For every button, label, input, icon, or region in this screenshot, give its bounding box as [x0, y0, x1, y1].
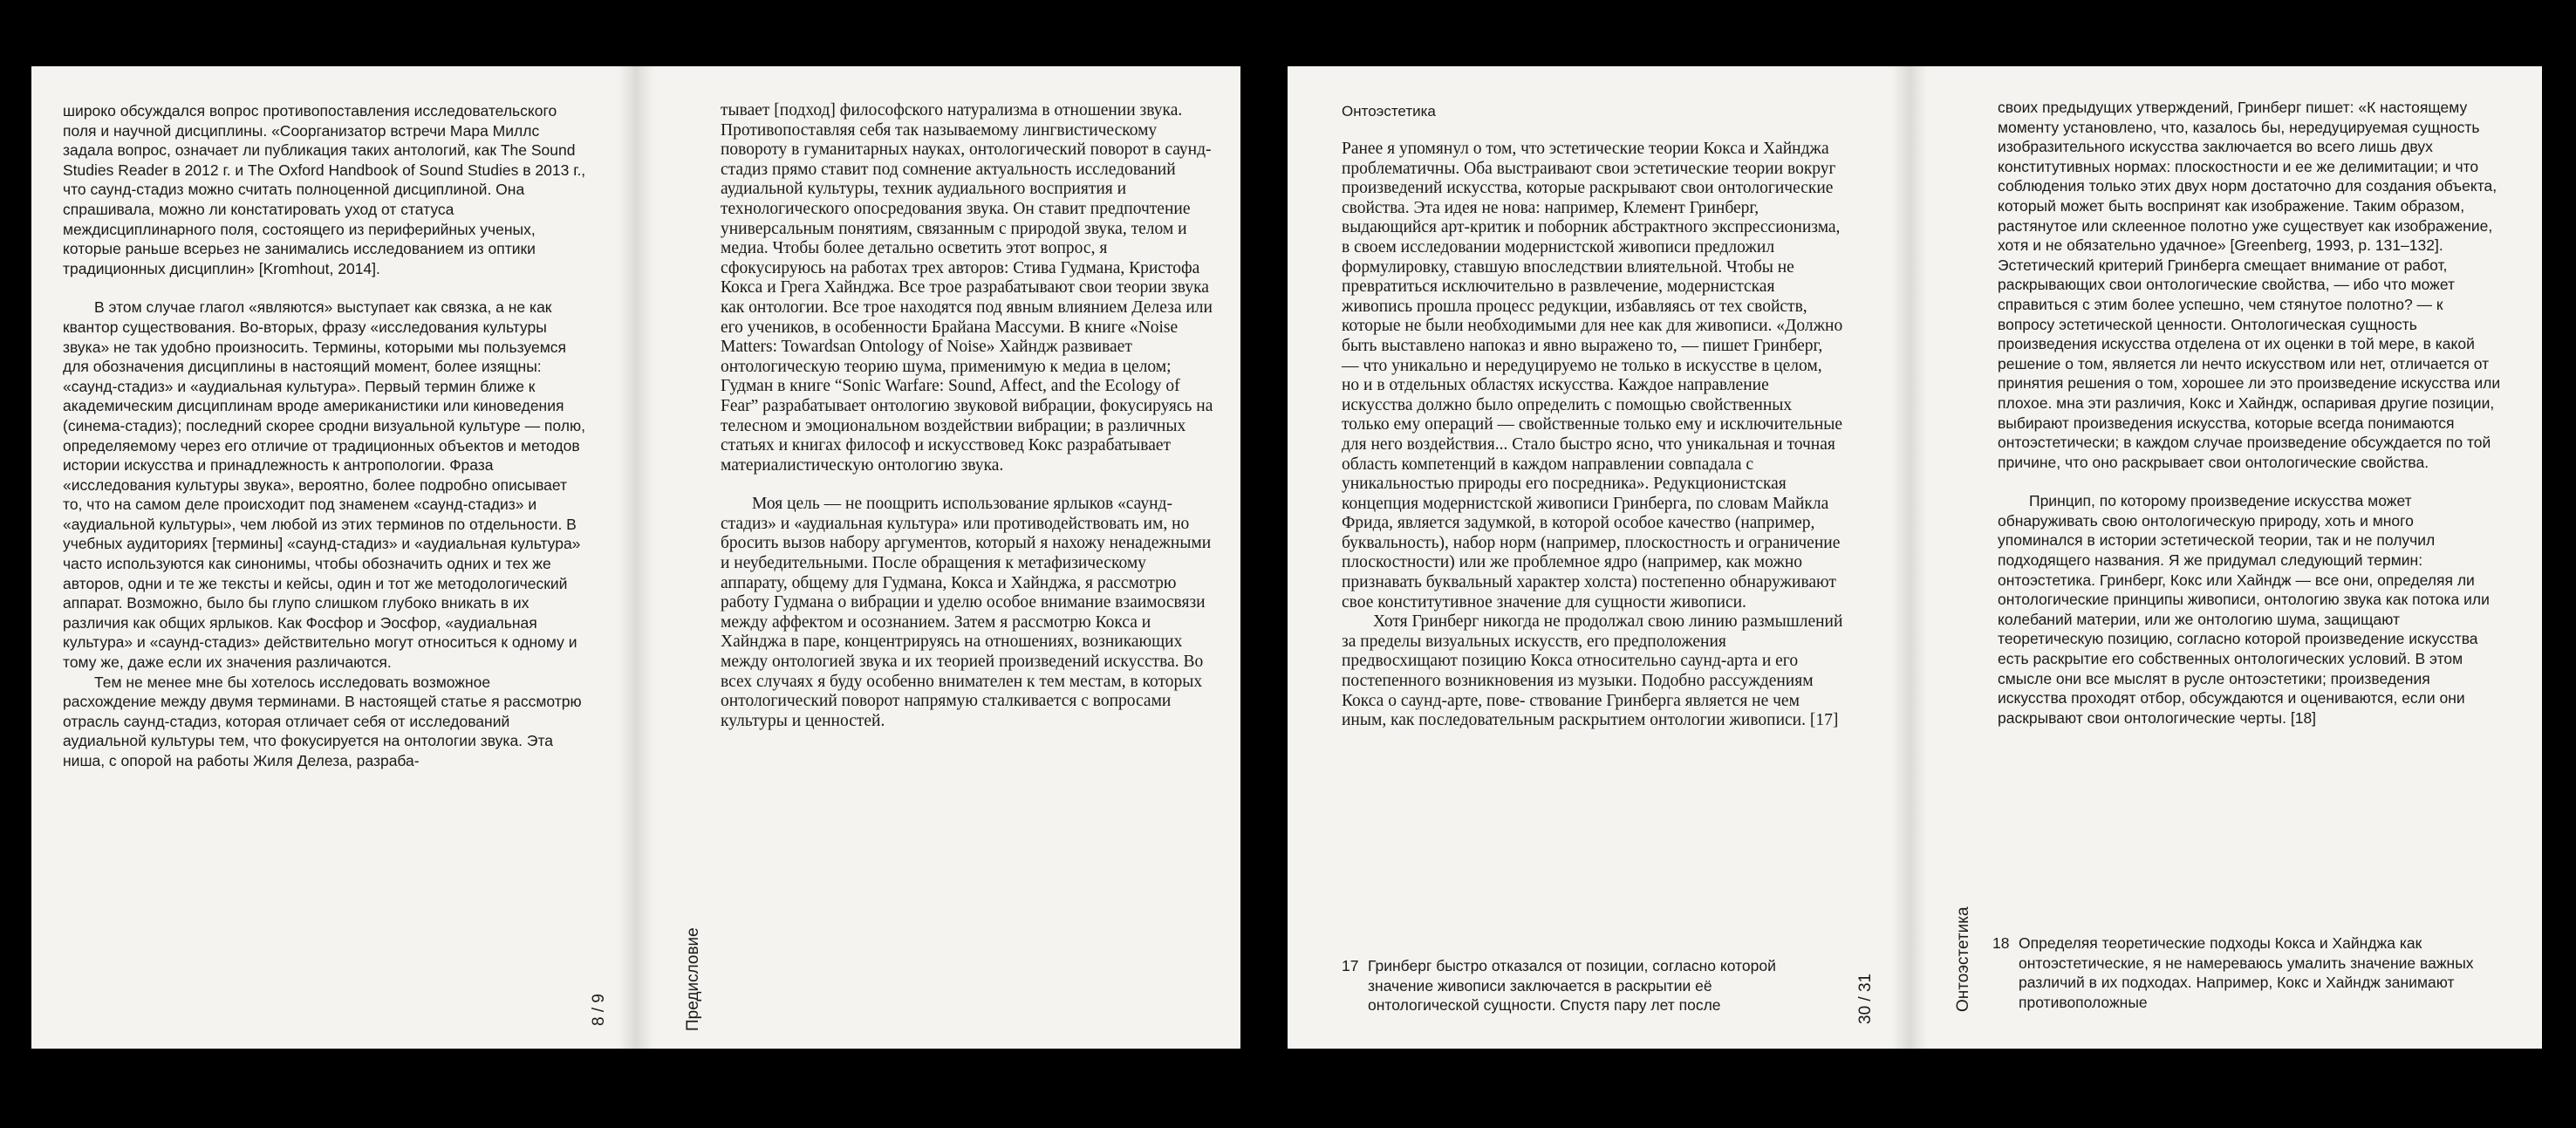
- paragraph: своих предыдущих утверждений, Гринберг пишет: «К настоящему моменту установлено, что, казалось бы, нередуцируемая сущность изобразительного искусства заключается во всего лишь двух конститутивных нормах: плоскостности и ее же делимитации; и что соблюдения только этих двух норм достаточно для создания объекта, который может быть воспринят как изображение. Таким образом, растянутое или склеенное полотно уже существует как изображение, хотя и не обязательно удачное» [Greenberg, 1993, p. 131–132]. Эстетический критерий Гринберга смещает внимание от работ, раскрывающих свои онтологические свойства, — ибо что может справиться с этим более успешно, чем стянутое полотно? — к вопросу эстетической ценности. Онтологическая сущность произведения искусства отделена от их оценки в той мере, в какой решение о том, является ли нечто искусством или нет, отличается от принятия решения о том, хорошее ли это произведение искусства или плохое. мна эти различия, Кокс и Хайндж, оспаривая другие позиции, выбирают произведения искусства, которые всегда понимаются онтоэстетически; в каждом случае произведение обсуждается по той причине, что оно раскрывает свои онтологические свойства.: [1998, 99, 2501, 471]
- paragraph: Принцип, по которому произведение искусства может обнаруживать свою онтологическую природу, хоть и много упоминался в истории эстетической теории, так и не получил подходящего названия. Я же придумал следующий термин: онтоэстетика. Гринберг, Кокс или Хайндж — все они, определяя ли онтологические принципы живописи, онтологию звука как потока или колебаний материи, или же онтологию шума, защищают теоретическую позицию, согласно которой произведение искусства есть раскрытие его собственных онтологических условий. В этом смысле они все мыслят в русле онтоэстетики; произведения искусства проходят отбор, обсуждаются и оцениваются, если они раскрывают свои онтологические черты. [18]: [1998, 492, 2490, 727]
- paragraph: широко обсуждался вопрос противопоставления исследовательского поля и научной дисциплины. «Соорганизатор встречи Мара Миллс задала вопрос, означает ли публикация таких антологий, как The Sound Studies Reader в 2012 г. и The Oxford Handbook of Sound Studies в 2013 г., что саунд-стадиз можно считать полноценной дисциплиной. Она спрашивала, можно ли констатировать уход от статуса междисциплинарного поля, состоящего из периферийных ученых, которые раньше всерьез не занимались исследованием из оптики традиционных дисциплин» [Kromhout, 2014].: [63, 102, 586, 277]
- paragraph: Моя цель — не поощрить использование ярлыков «саунд-стадиз» и «аудиальная культура» или противодействовать им, но бросить вызов набору аргументов, который я нахожу ненадежными и неубедительными. После обращения к метафизическому аппарату, общему для Гудмана, Кокса и Хайнджа, я рассмотрю работу Гудмана о вибрации и уделю особое внимание взаимосвязи между аффектом и осознанием. Затем я рассмотрю Кокса и Хайнджа в паре, концентрируясь на отношениях, возникающих между онтологией звука и их теорией произведений искусства. Во всех случаях я буду особенно внимателен к тем местам, в которых онтологический поворот напрямую сталкивается с вопросами культуры и ценностей.: [721, 495, 1212, 730]
- page-31-body: [1998, 98, 2502, 728]
- page-30-body: [1342, 140, 1843, 731]
- footnote-text: Гринберг быстро отказался от позиции, согласно которой значение живописи заключается в раскрытии её онтологической сущности. Спустя пару лет после: [1368, 957, 1776, 1015]
- page-8-body: [63, 101, 586, 771]
- page-9-body: [721, 101, 1214, 731]
- running-head: Онтоэстетика: [1342, 103, 1436, 120]
- paragraph: тывает [подход] философского натурализма в отношении звука. Противопоставляя себя так называемому лингвистическому повороту в гуманитарных науках, онтологический поворот в саунд-стадиз прямо ставит под сомнение актуальность исследований аудиальной культуры, техник аудиального восприятия и технологического опосредования звука. Он ставит предпочтение универсальным понятиям, связанным с природой звука, телом и медиа. Чтобы более детально осветить этот вопрос, я сфокусируюсь на работах трех авторов: Стива Гудмана, Кристофа Кокса и Грега Хайнджа. Все трое разрабатывают свои теории звука как онтологии. Все трое находятся под явным влиянием Делеза или его учеников, в особенности Брайана Массуми. В книге «Noise Matters: Towardsan Ontology of Noise» Хайндж развивает онтологическую теорию шума, применимую к медиа в целом; Гудман в книге “Sonic Warfare: Sound, Affect, and the Ecology of Fear” разрабатывает онтологию звуковой вибрации, фокусируясь на телесном и эмоциональном воздействии вибрации; в различных статьях и книгах философ и искусствовед Кокс разрабатывает материалистическую онтологию звука.: [721, 101, 1213, 475]
- page-fold: [1892, 66, 1927, 1049]
- book-spread-30-31: [1288, 66, 2542, 1049]
- paragraph: В этом случае глагол «являются» выступает как связка, а не как квантор существования. Во-вторых, фразу «исследования культуры звука» не так удобно произносить. Термины, которыми мы пользуемся для обозначения дисциплины в настоящий момент, более изящны: «саунд-стадиз» и «аудиальная культура». Первый термин ближе к академическим дисциплинам вроде американистики или киноведения (синема-стадиз); последний скорее сродни визуальной культуре — полю, определяемому через его отличие от традиционных объектов и методов истории искусства и принадлежность к антропологии. Фраза «исследования культуры звука», вероятно, более подробно описывает то, что на самом деле происходит под знаменем «саунд-стадиз» и «аудиальной культуры», чем любой из этих терминов по отдельности. В учебных аудиториях [термины] «саунд-стадиз» и «аудиальная культура» часто используются как синонимы, чтобы обозначить одних и тех же авторов, одни и те же тексты и кейсы, один и тот же методологический аппарат. Возможно, было бы глупо слишком глубоко вникать в их различия как общих ярлыков. Как Фосфор и Эосфор, «аудиальная культура» и «саунд-стадиз» действительно могут относиться к одному и тому же, даже если их значения различаются.: [63, 298, 585, 672]
- section-label: Онтоэстетика: [1954, 906, 1972, 1012]
- footnote-text: Определяя теоретические подходы Кокса и Хайнджа как онтоэстетические, я не намереваюсь умалить значение важных различий в их подходах. Например, Кокс и Хайндж занимают противоположные: [2019, 934, 2474, 1011]
- folio: 30 / 31: [1856, 973, 1875, 1024]
- paragraph: Тем не менее мне бы хотелось исследовать возможное расхождение между двумя терминами. В настоящей статье я рассмотрю отрасль саунд-стадиз, которая отличает себя от исследований аудиальной культуры тем, что фокусируется на онтологии звука. Эта ниша, с опорой на работы Жиля Делеза, разраба-: [63, 673, 582, 769]
- page-fold: [618, 66, 653, 1049]
- footnote-number: 18: [1992, 934, 2010, 952]
- paragraph: Ранее я упомянул о том, что эстетические теории Кокса и Хайнджа проблематичны. Оба выстраивают свои эстетические теории вокруг произведений искусства, которые раскрывают свои онтологические свойства. Эта идея не нова: например, Клемент Гринберг, выдающийся арт-критик и поборник абстрактного экспрессионизма, в своем исследовании модернистской живописи предложил формулировку, ставшую впоследствии влиятельной. Чтобы не превратиться исключительно в развлечение, модернистская живопись прошла процесс редукции, избавляясь от тех свойств, которые не были необходимыми для нее как для живописи. «Должно быть выставлено напоказ и явно выражено то, — пишет Гринберг, — что уникально и нередуцируемо не только в искусстве в целом, но и в отдельных областях искусства. Каждое направление искусства должно было определить с помощью свойственных только ему операций — свойственные только ему и исключительные для него воздействия... Стало быстро ясно, что уникальная и точная область компетенций в каждом направлении совпадала с уникальностью природы его посредника». Редукционистская концепция модернистской живописи Гринберга, по словам Майкла Фрида, является задумкой, в которой особое качество (например, буквальность), набор норм (например, плоскостность и ограничение плоскостности) или же проблемное ядро (например, как можно признавать буквальный характер холста) постепенно обнаруживают свое конститутивное значение для сущности живописи.: [1342, 140, 1843, 612]
- folio: 8 / 9: [590, 994, 608, 1026]
- book-spread-8-9: [31, 66, 1240, 1049]
- paragraph: Хотя Гринберг никогда не продолжал свою линию размышлений за пределы визуальных искусств, его предположения предвосхищают позицию Кокса относительно саунд-арта и его постепенного возникновения из музыки. Подобно рассуждениям Кокса о саунд-арте, пове- ствование Гринберга является не чем иным, как последовательным раскрытием онтологии живописи. [17]: [1342, 612, 1843, 730]
- section-label: Предисловие: [684, 927, 702, 1031]
- footnote-number: 17: [1342, 957, 1359, 974]
